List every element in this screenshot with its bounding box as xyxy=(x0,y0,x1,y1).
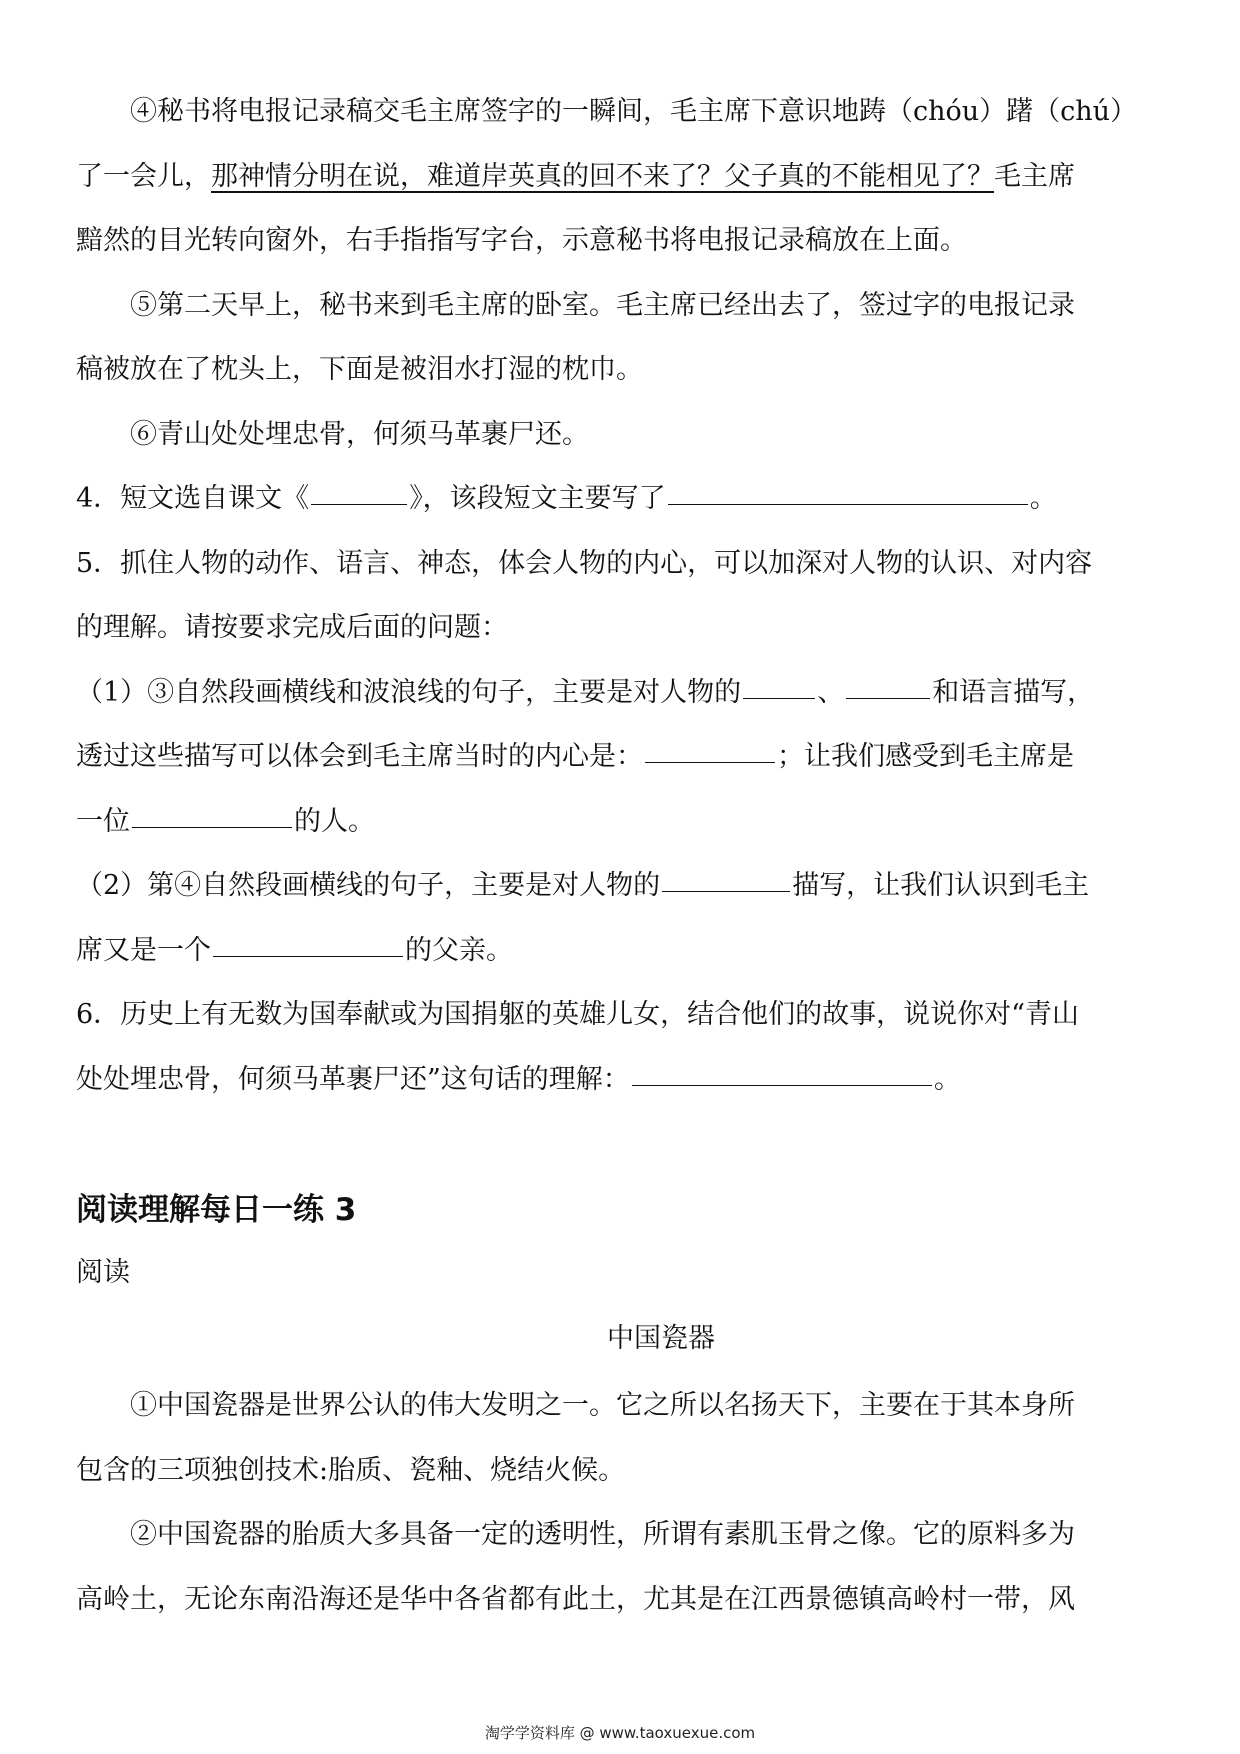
footer-watermark: 淘学学资料库 @ www.taoxuexue.com xyxy=(484,1724,756,1742)
document-page xyxy=(76,80,1166,1632)
text: （2）第④自然段画横线的句子，主要是对人物的 xyxy=(76,870,661,901)
text: 一位 xyxy=(76,805,130,837)
text: 了一会儿， xyxy=(76,160,211,192)
passage-p4-line3 xyxy=(76,209,1166,274)
text: 的父亲。 xyxy=(405,934,513,966)
text: 包含的三项独创技术:胎质、瓷釉、烧结火候。 xyxy=(76,1454,626,1486)
answer-blank[interactable] xyxy=(743,697,815,699)
text: 稿被放在了枕头上，下面是被泪水打湿的枕巾。 xyxy=(76,354,643,385)
answer-blank[interactable] xyxy=(846,697,930,699)
passage-p5-line2 xyxy=(76,338,1166,403)
text: 透过这些描写可以体会到毛主席当时的内心是： xyxy=(76,741,643,772)
text: 处处埋忠骨，何须马革裹尸还”这句话的理解： xyxy=(76,1063,630,1095)
question-4 xyxy=(76,467,1166,532)
answer-blank[interactable] xyxy=(311,503,407,505)
text: 。 xyxy=(933,1063,961,1095)
passage-p6 xyxy=(76,403,1166,468)
text: 描写，让我们认识到毛主 xyxy=(792,870,1090,901)
question-5-1-line1 xyxy=(76,661,1166,726)
text: （1）③自然段画横线和波浪线的句子，主要是对人物的 xyxy=(76,676,742,708)
question-5-2-line1 xyxy=(76,854,1166,919)
passage-p4-line2 xyxy=(76,145,1166,210)
question-6-line1 xyxy=(76,983,1166,1048)
answer-blank[interactable] xyxy=(632,1084,932,1086)
article-p1-line1 xyxy=(76,1374,1166,1439)
question-5-2-line2 xyxy=(76,919,1166,984)
text: 席又是一个 xyxy=(76,934,211,966)
question-5-1-line2 xyxy=(76,725,1166,790)
text: ②中国瓷器的胎质大多具备一定的透明性，所谓有素肌玉骨之像。它的原料多为 xyxy=(130,1519,1075,1550)
article-title: 中国瓷器 xyxy=(607,1323,715,1354)
text: 的人。 xyxy=(294,805,375,837)
text: 和语言描写， xyxy=(932,676,1095,708)
answer-blank[interactable] xyxy=(668,503,1028,505)
passage-p4-line1 xyxy=(76,80,1166,145)
text: 4．短文选自课文《 xyxy=(76,483,310,514)
article-p1-line2 xyxy=(76,1439,1166,1504)
answer-blank[interactable] xyxy=(662,890,790,892)
passage-p5-line1 xyxy=(76,274,1166,339)
text: 。 xyxy=(1029,483,1057,514)
text: 6．历史上有无数为国奉献或为国捐躯的英雄儿女，结合他们的故事，说说你对“青山 xyxy=(76,999,1079,1030)
text: 的理解。请按要求完成后面的问题： xyxy=(76,612,508,643)
question-5-line2 xyxy=(76,596,1166,661)
article-p2-line2 xyxy=(76,1568,1166,1633)
question-5-1-line3 xyxy=(76,790,1166,855)
underlined-sentence: 那神情分明在说，难道岸英真的回不来了？父子真的不能相见了？ xyxy=(211,160,994,192)
text: ⑥青山处处埋忠骨，何须马革裹尸还。 xyxy=(130,418,589,450)
text: 5．抓住人物的动作、语言、神态，体会人物的内心，可以加深对人物的认识、对内容 xyxy=(76,547,1093,579)
text: ①中国瓷器是世界公认的伟大发明之一。它之所以名扬天下，主要在于其本身所 xyxy=(130,1390,1075,1421)
question-5-line1 xyxy=(76,532,1166,597)
answer-blank[interactable] xyxy=(132,826,292,828)
section-heading: 阅读理解每日一练 3 xyxy=(76,1192,357,1228)
text: 高岭土，无论东南沿海还是华中各省都有此土，尤其是在江西景德镇高岭村一带，风 xyxy=(76,1583,1075,1615)
reading-label: 阅读 xyxy=(76,1257,130,1288)
answer-blank[interactable] xyxy=(213,955,403,957)
question-6-line2 xyxy=(76,1048,1166,1113)
text: 、 xyxy=(817,676,845,708)
text: 黯然的目光转向窗外，右手指指写字台，示意秘书将电报记录稿放在上面。 xyxy=(76,225,967,256)
answer-blank[interactable] xyxy=(645,761,775,763)
text: ④秘书将电报记录稿交毛主席签字的一瞬间，毛主席下意识地踌（chóu）躇（chú） xyxy=(130,96,1138,127)
text: ；让我们感受到毛主席是 xyxy=(777,741,1074,772)
article-p2-line1 xyxy=(76,1503,1166,1568)
text: 毛主席 xyxy=(994,160,1075,192)
text: 》，该段短文主要写了 xyxy=(409,483,666,514)
text: ⑤第二天早上，秘书来到毛主席的卧室。毛主席已经出去了，签过字的电报记录 xyxy=(130,289,1075,321)
